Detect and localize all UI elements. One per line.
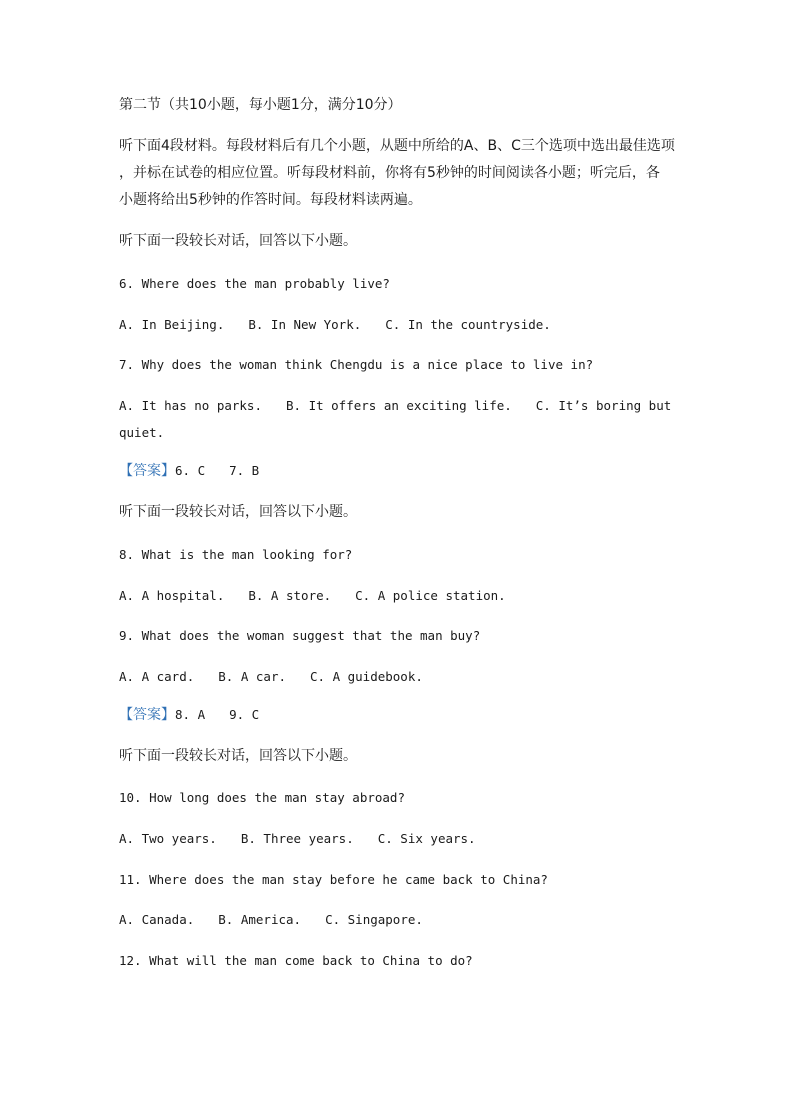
option-c: C. A police station. [355,588,506,603]
option-c: C. A guidebook. [310,669,423,684]
question-9: 9. What does the woman suggest that the man buy? [119,628,481,643]
group-3-intro: 听下面一段较长对话，回答以下小题。 [119,748,357,764]
question-6-options [119,315,551,335]
group-1-intro: 听下面一段较长对话，回答以下小题。 [119,233,357,249]
option-a: A. A hospital. [119,588,225,603]
instructions-line-1: 听下面4段材料。每段材料后有几个小题，从题中所给的A、B、C三个选项中选出最佳选项 [119,138,675,154]
answer-line-1 [119,461,259,481]
option-c: C. Six years. [377,831,476,846]
instructions-line-3: 小题将给出5秒钟的作答时间。每段材料读两遍。 [119,192,422,208]
answer-9: 9. C [229,707,260,722]
question-7: 7. Why does the woman think Chengdu is a nice place to live in? [119,357,594,372]
instructions-line-2: ，并标在试卷的相应位置。听每段材料前，你将有5秒钟的时间阅读各小题；听完后，各 [119,165,660,181]
option-c: C. Singapore. [325,912,423,927]
option-a: A. A card. [119,669,195,684]
answer-6: 6. C [175,463,206,478]
section-title: 第二节（共10小题，每小题1分，满分10分） [119,97,402,113]
option-a: A. In Beijing. [119,317,225,332]
option-b: B. A store. [248,588,332,603]
option-a: A. Canada. [119,912,195,927]
option-b: B. It offers an exciting life. [286,398,512,413]
option-c: C. It’s boring but [535,398,672,413]
question-10-options [119,829,476,849]
question-7-options [119,396,671,416]
option-b: B. America. [218,912,302,927]
option-b: B. Three years. [240,831,354,846]
option-c: C. In the countryside. [385,317,551,332]
option-a: A. It has no parks. [119,398,262,413]
question-8-options [119,586,506,606]
question-7-options-wrap: quiet. [119,425,165,440]
question-8: 8. What is the man looking for? [119,547,353,562]
answer-7: 7. B [229,463,260,478]
option-b: B. In New York. [248,317,362,332]
answer-tag: 【答案】 [119,707,175,723]
option-b: B. A car. [218,669,286,684]
question-11: 11. Where does the man stay before he came back to China? [119,872,548,887]
question-11-options [119,910,423,930]
question-6: 6. Where does the man probably live? [119,276,390,291]
question-9-options [119,667,423,687]
answer-line-2 [119,705,259,725]
question-12: 12. What will the man come back to China to do? [119,953,473,968]
option-a: A. Two years. [119,831,217,846]
answer-8: 8. A [175,707,206,722]
group-2-intro: 听下面一段较长对话，回答以下小题。 [119,504,357,520]
answer-tag: 【答案】 [119,463,175,479]
question-10: 10. How long does the man stay abroad? [119,790,405,805]
